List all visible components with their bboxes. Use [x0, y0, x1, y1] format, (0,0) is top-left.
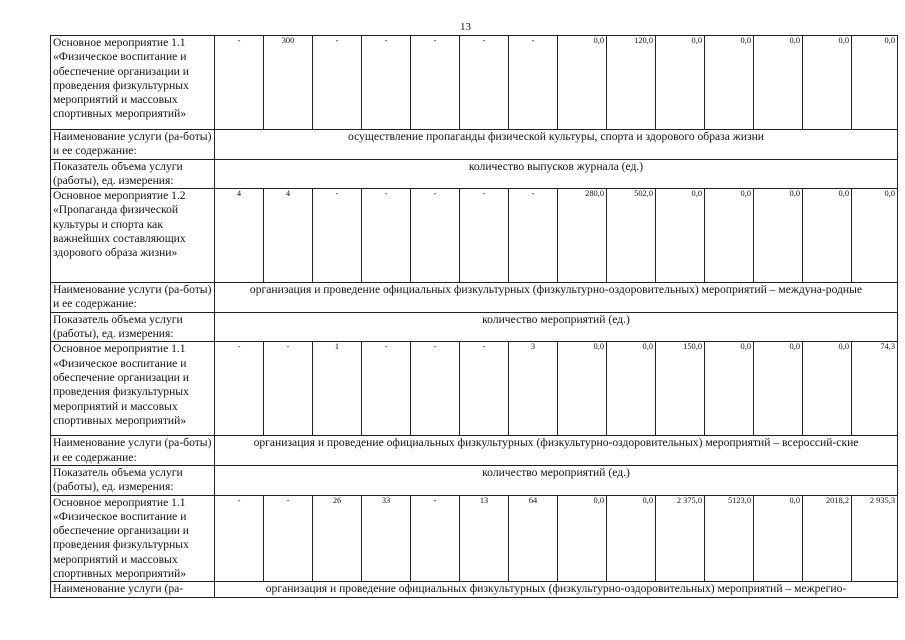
value-cell: 4: [215, 189, 264, 283]
value-cell: 5123,0: [705, 495, 754, 582]
value-cell: 0,0: [607, 495, 656, 582]
value-cell: 0,0: [803, 189, 852, 283]
value-cell: -: [362, 36, 411, 130]
row-description: количество мероприятий (ед.): [215, 465, 898, 495]
value-cell: 0,0: [705, 36, 754, 130]
row-label: Наименование услуги (ра-боты) и ее содержание:: [51, 130, 215, 160]
value-cell: -: [362, 342, 411, 436]
activity-row: [51, 342, 898, 436]
value-cell: 1: [313, 342, 362, 436]
service-info-row: [51, 312, 898, 342]
value-cell: -: [411, 189, 460, 283]
value-cell: 13: [460, 495, 509, 582]
row-label: Наименование услуги (ра-: [51, 582, 215, 597]
value-cell: -: [264, 495, 313, 582]
row-label: Показатель объема услуги (работы), ед. измерения:: [51, 465, 215, 495]
value-cell: -: [460, 342, 509, 436]
value-cell: -: [215, 36, 264, 130]
value-cell: 0,0: [754, 189, 803, 283]
value-cell: 0,0: [558, 495, 607, 582]
value-cell: 2 375,0: [656, 495, 705, 582]
value-cell: 0,0: [558, 342, 607, 436]
value-cell: 0,0: [852, 189, 898, 283]
activity-row: [51, 495, 898, 582]
value-cell: 0,0: [754, 342, 803, 436]
value-cell: -: [411, 495, 460, 582]
row-label: Наименование услуги (ра-боты) и ее содержание:: [51, 283, 215, 313]
value-cell: 502,0: [607, 189, 656, 283]
service-info-row: [51, 436, 898, 466]
value-cell: -: [362, 189, 411, 283]
value-cell: -: [313, 36, 362, 130]
value-cell: -: [460, 189, 509, 283]
value-cell: 64: [509, 495, 558, 582]
value-cell: 0,0: [705, 189, 754, 283]
value-cell: 74,3: [852, 342, 898, 436]
value-cell: 0,0: [558, 36, 607, 130]
row-label: Наименование услуги (ра-боты) и ее содержание:: [51, 436, 215, 466]
service-info-row: [51, 159, 898, 189]
service-info-row: [51, 465, 898, 495]
activity-row: [51, 36, 898, 130]
row-label: Показатель объема услуги (работы), ед. измерения:: [51, 312, 215, 342]
value-cell: -: [264, 342, 313, 436]
value-cell: 0,0: [656, 36, 705, 130]
row-description: количество выпусков журнала (ед.): [215, 159, 898, 189]
row-label: Показатель объема услуги (работы), ед. измерения:: [51, 159, 215, 189]
row-description: организация и проведение официальных физкультурных (физкультурно-оздоровительных) мероприятий – всероссий-ские: [215, 436, 898, 466]
value-cell: -: [215, 342, 264, 436]
value-cell: 0,0: [754, 36, 803, 130]
value-cell: 150,0: [656, 342, 705, 436]
value-cell: 0,0: [607, 342, 656, 436]
value-cell: 2018,2: [803, 495, 852, 582]
activity-label: Основное мероприятие 1.1 «Физическое воспитание и обеспечение организации и проведения физкультурных мероприятий и массовых спортивных мероприятий»: [51, 495, 215, 582]
value-cell: -: [313, 189, 362, 283]
value-cell: -: [215, 495, 264, 582]
row-description: количество мероприятий (ед.): [215, 312, 898, 342]
value-cell: 3: [509, 342, 558, 436]
value-cell: -: [460, 36, 509, 130]
row-description: осуществление пропаганды физической культуры, спорта и здорового образа жизни: [215, 130, 898, 160]
row-description: организация и проведение официальных физкультурных (физкультурно-оздоровительных) мероприятий – междуна-родные: [215, 283, 898, 313]
value-cell: 120,0: [607, 36, 656, 130]
service-info-row: [51, 283, 898, 313]
row-description: организация и проведение официальных физкультурных (физкультурно-оздоровительных) мероприятий – межрегио-: [215, 582, 898, 597]
activity-row: [51, 189, 898, 283]
value-cell: 0,0: [803, 36, 852, 130]
value-cell: -: [509, 189, 558, 283]
service-info-row: [51, 582, 898, 597]
value-cell: -: [411, 342, 460, 436]
page-number: 13: [460, 21, 471, 33]
value-cell: 280,0: [558, 189, 607, 283]
value-cell: -: [411, 36, 460, 130]
value-cell: 2 935,3: [852, 495, 898, 582]
value-cell: 0,0: [852, 36, 898, 130]
value-cell: 4: [264, 189, 313, 283]
activity-label: Основное мероприятие 1.2 «Пропаганда физической культуры и спорта как важнейших составляющих здорового образа жизни»: [51, 189, 215, 283]
value-cell: 300: [264, 36, 313, 130]
activity-label: Основное мероприятие 1.1 «Физическое воспитание и обеспечение организации и проведения физкультурных мероприятий и массовых спортивных мероприятий»: [51, 342, 215, 436]
value-cell: 0,0: [656, 189, 705, 283]
services-table: [50, 35, 898, 598]
value-cell: 33: [362, 495, 411, 582]
service-info-row: [51, 130, 898, 160]
activity-label: Основное мероприятие 1.1 «Физическое воспитание и обеспечение организации и проведения физкультурных мероприятий и массовых спортивных мероприятий»: [51, 36, 215, 130]
value-cell: 0,0: [754, 495, 803, 582]
value-cell: 26: [313, 495, 362, 582]
value-cell: 0,0: [705, 342, 754, 436]
value-cell: -: [509, 36, 558, 130]
value-cell: 0,0: [803, 342, 852, 436]
